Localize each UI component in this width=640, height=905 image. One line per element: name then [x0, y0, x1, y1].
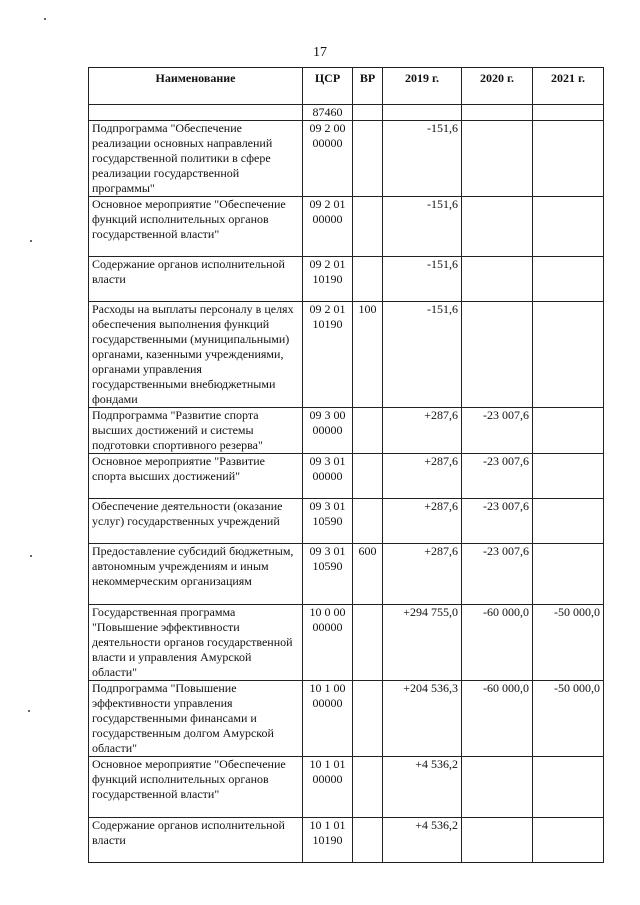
cell-name: Государственная программа "Повышение эффективности деятельности органов государственной власти и управления Амурской области"	[89, 605, 303, 681]
cell-name: Подпрограмма "Обеспечение реализации основных направлений государственной политики в сфере реализации государственной программы"	[89, 121, 303, 197]
table-row	[89, 681, 604, 757]
cell-vr	[353, 105, 383, 121]
page-number: 17	[313, 45, 327, 60]
cell-2021: -50 000,0	[533, 605, 604, 681]
cell-2020: -23 007,6	[462, 408, 533, 454]
cell-2019: +287,6	[383, 454, 462, 499]
header-vr: ВР	[353, 68, 383, 105]
cell-2020	[462, 757, 533, 818]
budget-table	[88, 67, 604, 863]
cell-2019: +294 755,0	[383, 605, 462, 681]
scan-speck	[28, 710, 30, 712]
table-header-row	[89, 68, 604, 105]
cell-2019: +4 536,2	[383, 757, 462, 818]
cell-csr: 10 0 00 00000	[303, 605, 353, 681]
cell-csr: 09 3 00 00000	[303, 408, 353, 454]
table-body	[89, 105, 604, 863]
cell-2021	[533, 257, 604, 302]
cell-2021	[533, 197, 604, 257]
cell-csr: 09 3 01 10590	[303, 499, 353, 544]
cell-2020	[462, 302, 533, 408]
cell-name: Основное мероприятие "Обеспечение функций исполнительных органов государственной власти"	[89, 197, 303, 257]
cell-vr	[353, 681, 383, 757]
table-row	[89, 499, 604, 544]
cell-vr: 600	[353, 544, 383, 605]
cell-2019: -151,6	[383, 257, 462, 302]
cell-2019: -151,6	[383, 302, 462, 408]
cell-2021	[533, 302, 604, 408]
cell-2021	[533, 105, 604, 121]
cell-vr	[353, 757, 383, 818]
cell-2019: +287,6	[383, 499, 462, 544]
cell-2020	[462, 257, 533, 302]
cell-name: Содержание органов исполнительной власти	[89, 257, 303, 302]
header-2021: 2021 г.	[533, 68, 604, 105]
scan-speck	[44, 18, 46, 20]
cell-vr	[353, 121, 383, 197]
cell-2020	[462, 197, 533, 257]
cell-vr	[353, 499, 383, 544]
cell-vr	[353, 818, 383, 863]
cell-name: Обеспечение деятельности (оказание услуг) государственных учреждений	[89, 499, 303, 544]
cell-csr: 09 2 01 10190	[303, 302, 353, 408]
cell-csr: 09 2 00 00000	[303, 121, 353, 197]
table-row	[89, 818, 604, 863]
table-row	[89, 454, 604, 499]
cell-2019: +4 536,2	[383, 818, 462, 863]
cell-vr	[353, 408, 383, 454]
cell-name: Подпрограмма "Развитие спорта высших достижений и системы подготовки спортивного резерва"	[89, 408, 303, 454]
cell-2021	[533, 408, 604, 454]
table-row	[89, 544, 604, 605]
cell-name	[89, 105, 303, 121]
cell-csr: 10 1 01 00000	[303, 757, 353, 818]
cell-2020: -23 007,6	[462, 544, 533, 605]
cell-csr: 09 2 01 10190	[303, 257, 353, 302]
cell-vr	[353, 257, 383, 302]
cell-2020	[462, 121, 533, 197]
table-row	[89, 408, 604, 454]
header-csr: ЦСР	[303, 68, 353, 105]
cell-2020: -23 007,6	[462, 454, 533, 499]
cell-2021	[533, 757, 604, 818]
table-row	[89, 757, 604, 818]
table-row	[89, 121, 604, 197]
cell-2019	[383, 105, 462, 121]
cell-name: Основное мероприятие "Обеспечение функций исполнительных органов государственной власти"	[89, 757, 303, 818]
scan-speck	[30, 555, 32, 557]
cell-name: Расходы на выплаты персоналу в целях обеспечения выполнения функций государственными (муниципальными) органами, казенными учреждениями, органами управления государственными внебюджетными фондами	[89, 302, 303, 408]
cell-vr	[353, 197, 383, 257]
cell-csr: 09 3 01 10590	[303, 544, 353, 605]
cell-2021	[533, 121, 604, 197]
cell-name: Содержание органов исполнительной власти	[89, 818, 303, 863]
cell-2021	[533, 499, 604, 544]
table-row	[89, 105, 604, 121]
cell-csr: 09 2 01 00000	[303, 197, 353, 257]
cell-2020: -60 000,0	[462, 605, 533, 681]
cell-name: Основное мероприятие "Развитие спорта высших достижений"	[89, 454, 303, 499]
header-name: Наименование	[89, 68, 303, 105]
cell-2021: -50 000,0	[533, 681, 604, 757]
cell-name: Предоставление субсидий бюджетным, автономным учреждениям и иным некоммерческим организациям	[89, 544, 303, 605]
cell-vr	[353, 454, 383, 499]
table-row	[89, 197, 604, 257]
cell-csr: 09 3 01 00000	[303, 454, 353, 499]
header-2019: 2019 г.	[383, 68, 462, 105]
cell-2021	[533, 818, 604, 863]
header-2020: 2020 г.	[462, 68, 533, 105]
scan-speck	[30, 240, 32, 242]
cell-2019: -151,6	[383, 121, 462, 197]
cell-csr: 87460	[303, 105, 353, 121]
table-row	[89, 302, 604, 408]
cell-2019: -151,6	[383, 197, 462, 257]
cell-2020: -23 007,6	[462, 499, 533, 544]
cell-2021	[533, 544, 604, 605]
cell-2019: +204 536,3	[383, 681, 462, 757]
cell-2020	[462, 105, 533, 121]
cell-2020	[462, 818, 533, 863]
cell-csr: 10 1 00 00000	[303, 681, 353, 757]
cell-2019: +287,6	[383, 544, 462, 605]
cell-csr: 10 1 01 10190	[303, 818, 353, 863]
cell-vr: 100	[353, 302, 383, 408]
cell-2021	[533, 454, 604, 499]
cell-vr	[353, 605, 383, 681]
table-row	[89, 605, 604, 681]
cell-name: Подпрограмма "Повышение эффективности управления государственными финансами и государственным долгом Амурской области"	[89, 681, 303, 757]
cell-2020: -60 000,0	[462, 681, 533, 757]
cell-2019: +287,6	[383, 408, 462, 454]
table-row	[89, 257, 604, 302]
